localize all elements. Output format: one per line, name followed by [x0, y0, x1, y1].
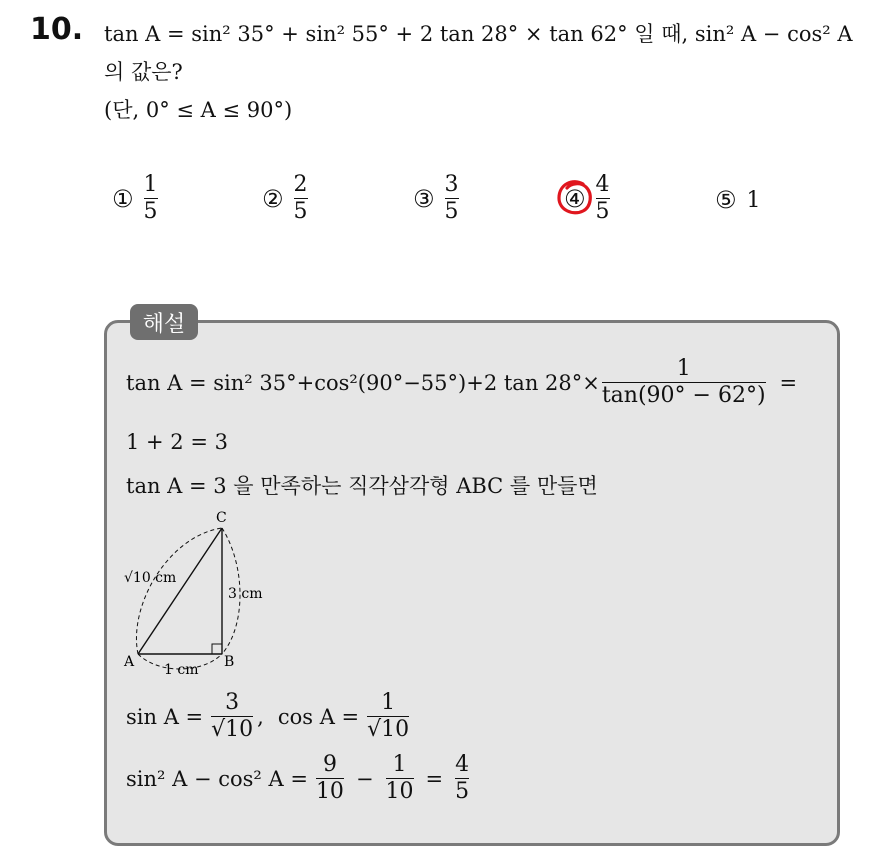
hypotenuse-label: √10 cm [124, 570, 177, 586]
sin-fraction: $\frac{3}{√10}$ [211, 690, 254, 743]
question-text-line-1: tan A = sin² 35° + sin² 55° + 2 tan 28° × tan 62° 일 때, sin² A − cos² A [104, 22, 853, 46]
solution-fraction: $\frac{1}{\tan(90^\circ - 62^\circ)}$ [601, 356, 766, 409]
sin-label: sin A = [126, 704, 204, 729]
choice-fraction: $\frac{3}{5}$ [444, 172, 459, 225]
final-expression: sin² A − cos² A = [126, 766, 308, 791]
solution-expression: tan A = sin² 35°+cos²(90°−55°)+2 tan 28°× [126, 370, 600, 395]
equals-sign: = [425, 766, 444, 791]
choice-marker: ④ [564, 184, 586, 213]
solution-tag: 해설 [130, 304, 198, 340]
question-number: 10. [30, 12, 84, 47]
solution-line-4 [126, 690, 413, 744]
answer-choices [0, 168, 884, 238]
vertex-c-label: C [216, 510, 227, 526]
choice-3[interactable] [413, 172, 459, 226]
choice-1[interactable] [112, 172, 158, 226]
choice-fraction: $\frac{2}{5}$ [293, 172, 308, 225]
solution-line-2: 1 + 2 = 3 [126, 430, 228, 454]
side-ab-label: 1 cm [164, 662, 199, 676]
fraction-result: $\frac{4}{5}$ [455, 752, 470, 805]
comma: , [257, 704, 264, 729]
fraction-nine-tenths: $\frac{9}{10}$ [315, 752, 344, 805]
choice-marker: ② [262, 184, 284, 213]
choice-fraction: $\frac{1}{5}$ [143, 172, 158, 225]
minus-sign: − [355, 766, 374, 791]
equals-sign: = [779, 370, 798, 395]
question-condition: (단, 0° ≤ A ≤ 90°) [104, 98, 293, 122]
vertex-a-label: A [124, 654, 135, 670]
side-bc-label: 3 cm [228, 586, 263, 602]
choice-value: 1 [746, 187, 761, 213]
choice-5[interactable] [715, 186, 761, 214]
vertex-b-label: B [224, 654, 235, 670]
cos-fraction: $\frac{1}{√10}$ [367, 690, 410, 743]
choice-marker: ⑤ [715, 186, 737, 214]
fraction-one-tenth: $\frac{1}{10}$ [385, 752, 414, 805]
answer-mark-icon [555, 178, 595, 218]
choice-marker: ③ [413, 184, 435, 213]
solution-line-5 [126, 752, 473, 806]
choice-fraction: $\frac{4}{5}$ [595, 172, 610, 225]
solution-line-3: tan A = 3 을 만족하는 직각삼각형 ABC 를 만들면 [126, 474, 598, 498]
solution-line-1 [126, 356, 797, 410]
right-triangle-diagram [118, 506, 278, 676]
choice-marker: ① [112, 184, 134, 213]
choice-2[interactable] [262, 172, 308, 226]
question-text-line-2: 의 값은? [104, 60, 183, 84]
cos-label: cos A = [277, 704, 360, 729]
